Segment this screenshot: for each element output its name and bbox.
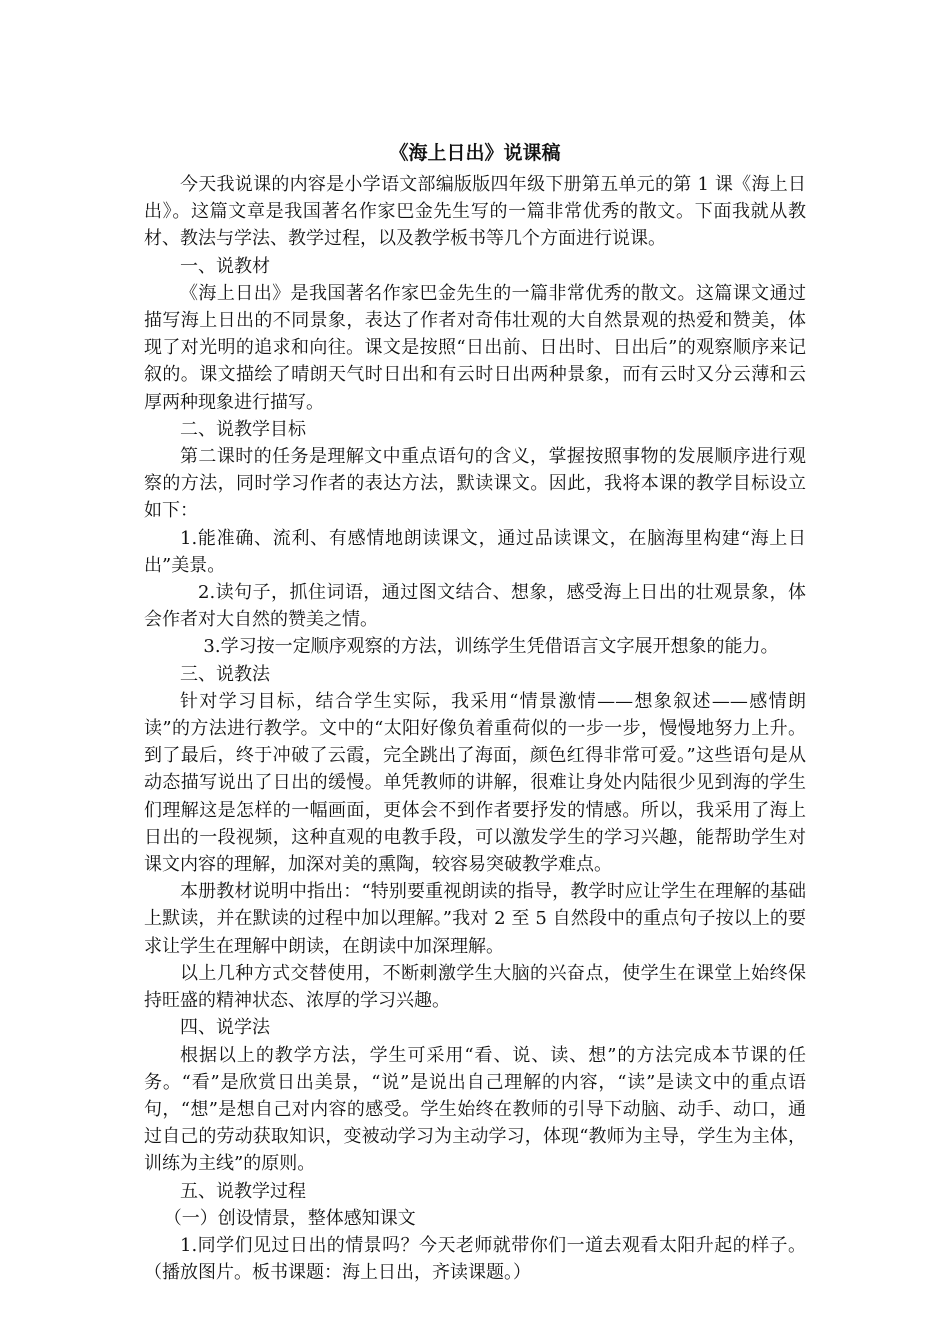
intro-paragraph: 今天我说课的内容是小学语文部编版版四年级下册第五单元的第 1 课《海上日出》。这篇文章是我国著名作家巴金先生写的一篇非常优秀的散文。下面我就从教材、教法与学法、教学过程，以及教学板书等几个方面进行说课。 <box>144 174 806 250</box>
section-heading-process: 五、说教学过程 <box>180 1180 306 1202</box>
section-heading-goals: 二、说教学目标 <box>180 418 306 440</box>
teaching-method-paragraph-2: 本册教材说明中指出：“特别要重视朗读的指导，教学时应让学生在理解的基础上默读，并在默读的过程中加以理解。”我对 2 至 5 自然段中的重点句子按以上的要求让学生在理解中朗读，在朗读中加深理解。 <box>144 881 806 957</box>
process-paragraph-1: 1.同学们见过日出的情景吗？今天老师就带你们一道去观看太阳升起的样子。（播放图片。板书课题：海上日出，齐读课题。） <box>144 1234 806 1284</box>
learning-method-paragraph: 根据以上的教学方法，学生可采用“看、说、读、想”的方法完成本节课的任务。“看”是欣赏日出美景，“说”是说出自己理解的内容，“读”是读文中的重点语句，“想”是想自己对内容的感受。学生始终在教师的引导下动脑、动手、动口，通过自己的劳动获取知识，变被动学习为主动学习，体现“教师为主导，学生为主体，训练为主线”的原则。 <box>144 1044 806 1175</box>
goal-item-2: 2.读句子，抓住词语，通过图文结合、想象，感受海上日出的壮观景象，体会作者对大自然的赞美之情。 <box>144 582 806 631</box>
document-body <box>144 140 806 1286</box>
goal-item-1: 1.能准确、流利、有感情地朗读课文，通过品读课文，在脑海里构建“海上日出”美景。 <box>144 527 806 576</box>
textbook-paragraph: 《海上日出》是我国著名作家巴金先生的一篇非常优秀的散文。这篇课文通过描写海上日出的不同景象，表达了作者对奇伟壮观的大自然景观的热爱和赞美，体现了对光明的追求和向往。课文是按照“日出前、日出时、日出后”的观察顺序来记叙的。课文描绘了晴朗天气时日出和有云时日出两种景象，而有云时又分云薄和云厚两种现象进行描写。 <box>144 282 806 413</box>
process-subheading-1: （一）创设情景，整体感知课文 <box>163 1207 416 1229</box>
goals-paragraph: 第二课时的任务是理解文中重点语句的含义，掌握按照事物的发展顺序进行观察的方法，同时学习作者的表达方法，默读课文。因此，我将本课的教学目标设立如下： <box>144 446 806 522</box>
section-heading-learning-method: 四、说学法 <box>180 1017 270 1039</box>
section-heading-teaching-method: 三、说教法 <box>180 663 270 685</box>
teaching-method-paragraph-3: 以上几种方式交替使用，不断刺激学生大脑的兴奋点，使学生在课堂上始终保持旺盛的精神状态、浓厚的学习兴趣。 <box>144 962 806 1012</box>
document-title: 《海上日出》说课稿 <box>389 142 561 164</box>
teaching-method-paragraph-1: 针对学习目标，结合学生实际，我采用“情景激情——想象叙述——感情朗读”的方法进行教学。文中的“太阳好像负着重荷似的一步一步，慢慢地努力上升。到了最后，终于冲破了云霞，完全跳出了海面，颜色红得非常可爱。”这些语句是从动态描写说出了日出的缓慢。单凭教师的讲解，很难让身处内陆很少见到海的学生们理解这是怎样的一幅画面，更体会不到作者要抒发的情感。所以，我采用了海上日出的一段视频，这种直观的电教手段，可以激发学生的学习兴趣，能帮助学生对课文内容的理解，加深对美的熏陶，较容易突破教学难点。 <box>144 690 806 876</box>
goal-item-3: 3.学习按一定顺序观察的方法，训练学生凭借语言文字展开想象的能力。 <box>203 636 779 658</box>
section-heading-textbook: 一、说教材 <box>180 255 270 277</box>
